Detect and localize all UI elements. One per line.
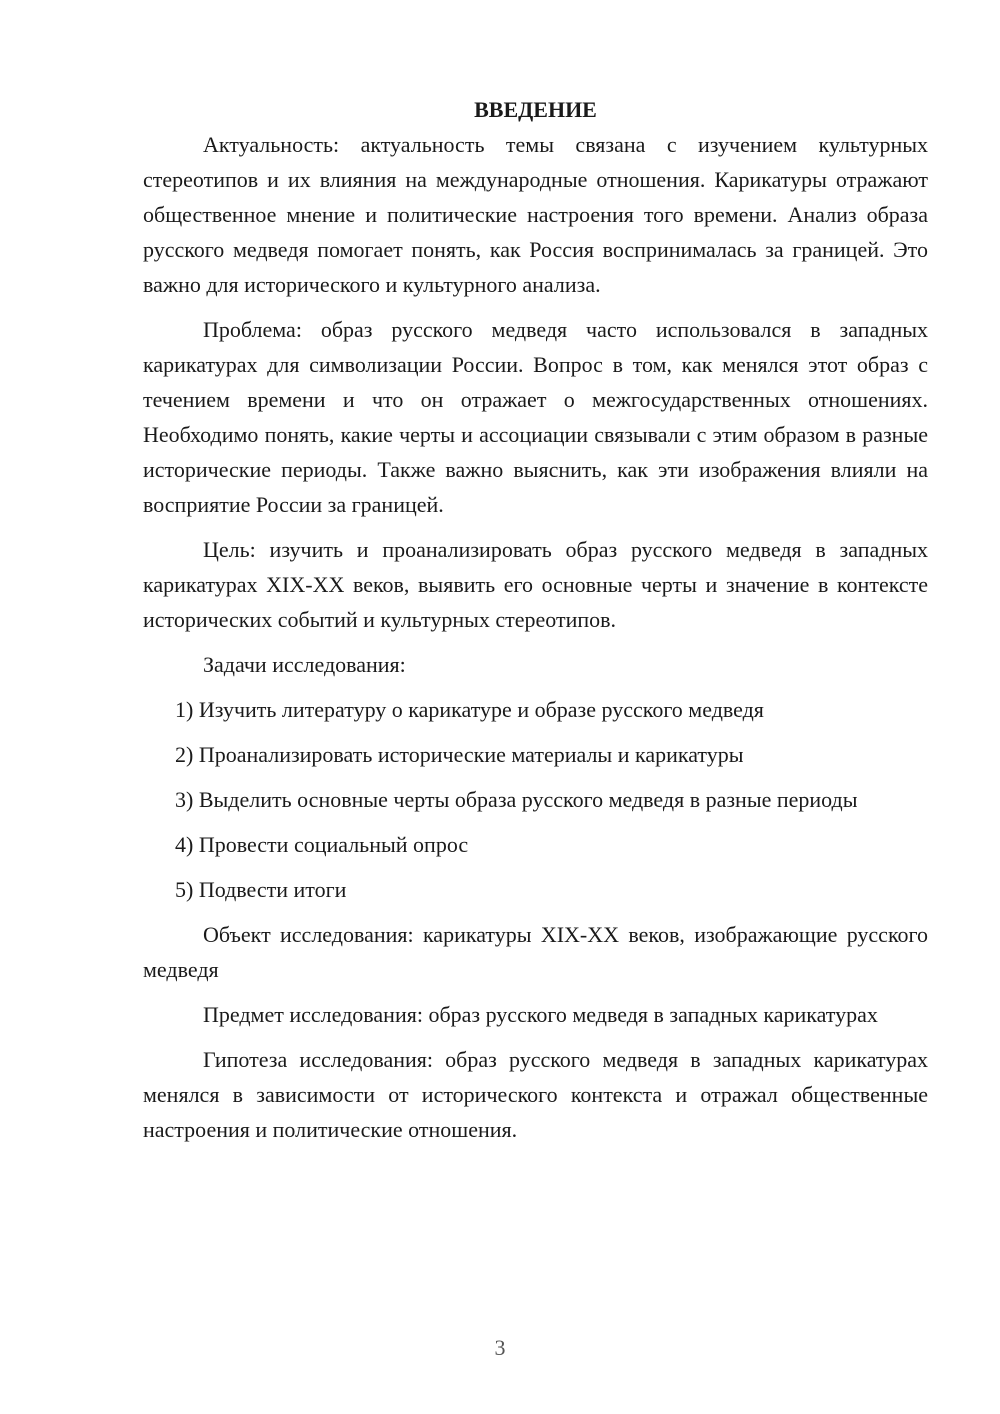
paragraph-subject: Предмет исследования: образ русского медведя в западных карикатурах [203,1002,878,1027]
paragraph-goal: Цель: изучить и проанализировать образ русского медведя в западных карикатурах XIX-XX веков, выявить его основные черты и значение в контексте исторических событий и культурных стереотипов. [143,537,928,632]
paragraph-relevance: Актуальность: актуальность темы связана с изучением культурных стереотипов и их влияния на международные отношения. Карикатуры отражают общественное мнение и политические настроения того времени. Анализ образа русского медведя помогает понять, как Россия воспринималась за границей. Это важно для исторического и культурного анализа. [143,132,928,297]
section-heading: ВВЕДЕНИЕ [474,97,597,122]
paragraph-hypothesis: Гипотеза исследования: образ русского медведя в западных карикатурах менялся в зависимости от исторического контекста и отражал общественные настроения и политические отношения. [143,1047,928,1142]
list-item: 5) Подвести итоги [175,877,347,902]
page-number: 3 [494,1335,506,1360]
paragraph-tasks-heading: Задачи исследования: [203,652,406,677]
list-item: 1) Изучить литературу о карикатуре и образе русского медведя [175,697,764,722]
paragraph-object: Объект исследования: карикатуры XIX-XX веков, изображающие русского медведя [143,922,928,982]
list-item: 2) Проанализировать исторические материалы и карикатуры [175,742,744,767]
list-item: 4) Провести социальный опрос [175,832,469,857]
document-page [143,92,928,1157]
list-item: 3) Выделить основные черты образа русского медведя в разные периоды [175,787,858,812]
paragraph-problem: Проблема: образ русского медведя часто использовался в западных карикатурах для символизации России. Вопрос в том, как менялся этот образ с течением времени и что он отражает о межгосударственных отношениях. Необходимо понять, какие черты и ассоциации связывали с этим образом в разные исторические периоды. Также важно выяснить, как эти изображения влияли на восприятие России за границей. [143,317,928,517]
